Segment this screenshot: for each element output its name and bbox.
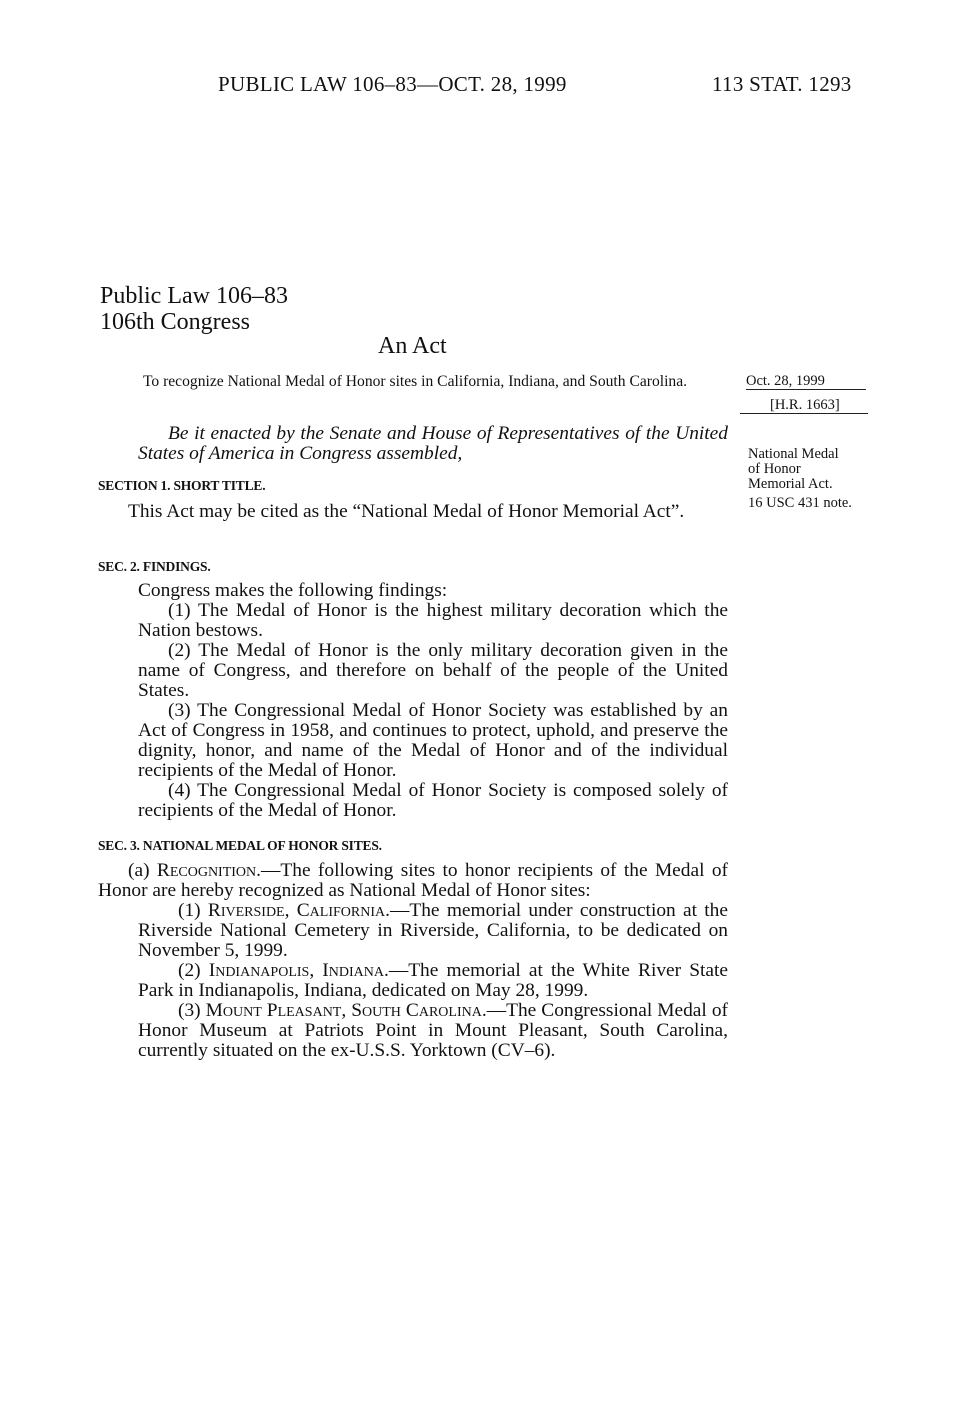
site-text: .—The Congressional Medal of Honor Museum at Patriots Point in Mount Pleasant, South Carolina, currently situated on the ex-U.S.S. Yorktown (CV–6). xyxy=(138,1000,728,1061)
section-2-heading-block xyxy=(98,557,688,577)
act-title: An Act xyxy=(378,333,447,359)
act-purpose: To recognize National Medal of Honor sites in California, Indiana, and South Carolina. xyxy=(142,373,688,390)
site-number: (3) xyxy=(178,1000,206,1021)
section-heading: SEC. 2. FINDINGS. xyxy=(98,559,211,574)
finding: (3) The Congressional Medal of Honor Society was established by an Act of Congress in 1958, and continues to protect, uphold, and preserve the dignity, honor, and name of the Medal of Honor and of the individual recipients of the Medal of Honor. xyxy=(138,700,728,781)
site-caption: Riverside, California xyxy=(207,900,386,921)
subsection-text: .—The following sites to honor recipients of the Medal of Honor are hereby recognized as National Medal of Honor sites: xyxy=(98,860,729,901)
site-number: (1) xyxy=(178,900,208,921)
site-paragraph xyxy=(98,1001,728,1061)
margin-date xyxy=(746,374,866,390)
subsection-caption: Recognition xyxy=(156,860,257,881)
site-caption: Mount Pleasant, South Carolina xyxy=(205,1000,482,1021)
margin-bill-number xyxy=(740,398,868,414)
enacting-clause: Be it enacted by the Senate and House of Representatives of the United States of America in Congress assembled, xyxy=(138,423,728,464)
subsection-a xyxy=(98,861,728,901)
section-1 xyxy=(98,476,728,496)
margin-date-text: Oct. 28, 1999 xyxy=(746,373,825,389)
site-caption: Indianapolis, Indiana xyxy=(208,960,384,981)
law-number: Public Law 106–83 xyxy=(100,283,288,309)
congress-number: 106th Congress xyxy=(100,309,250,335)
margin-note-line: National Medal xyxy=(748,446,839,462)
short-title-text: This Act may be cited as the “National Medal of Honor Memorial Act”. xyxy=(128,501,685,522)
site-text: .—The memorial under construction at the Riverside National Cemetery in Riverside, California, to be dedicated on November 5, 1999. xyxy=(138,900,728,961)
section-1-body xyxy=(98,502,728,522)
site-paragraph xyxy=(98,961,728,1001)
finding: (1) The Medal of Honor is the highest military decoration which the Nation bestows. xyxy=(138,600,728,641)
running-head-page: 113 STAT. 1293 xyxy=(712,72,852,96)
finding: (4) The Congressional Medal of Honor Society is composed solely of recipients of the Medal of Honor. xyxy=(138,780,728,821)
margin-note-line: of Honor xyxy=(748,461,801,477)
section-3-heading-block xyxy=(98,836,688,856)
site-text: .—The memorial at the White River State Park in Indianapolis, Indiana, dedicated on May 28, 1999. xyxy=(138,960,728,1001)
subsection-label: (a) xyxy=(128,860,157,881)
findings-intro: Congress makes the following findings: xyxy=(138,580,448,601)
running-head-left: PUBLIC LAW 106–83—OCT. 28, 1999 xyxy=(218,72,567,96)
margin-short-title-note xyxy=(748,447,839,492)
margin-note-line: Memorial Act. xyxy=(748,476,833,492)
section-heading: SEC. 3. NATIONAL MEDAL OF HONOR SITES. xyxy=(98,838,382,853)
section-2-body xyxy=(138,581,728,821)
enacting-clause-block xyxy=(138,424,728,464)
margin-bill-text: [H.R. 1663] xyxy=(770,397,840,413)
site-number: (2) xyxy=(178,960,209,981)
site-paragraph xyxy=(98,901,728,961)
section-3-body xyxy=(98,861,728,1061)
section-heading: SECTION 1. SHORT TITLE. xyxy=(98,478,266,493)
margin-usc-note: 16 USC 431 note. xyxy=(748,495,852,511)
finding: (2) The Medal of Honor is the only military decoration given in the name of Congress, and therefore on behalf of the people of the United States. xyxy=(138,640,728,701)
